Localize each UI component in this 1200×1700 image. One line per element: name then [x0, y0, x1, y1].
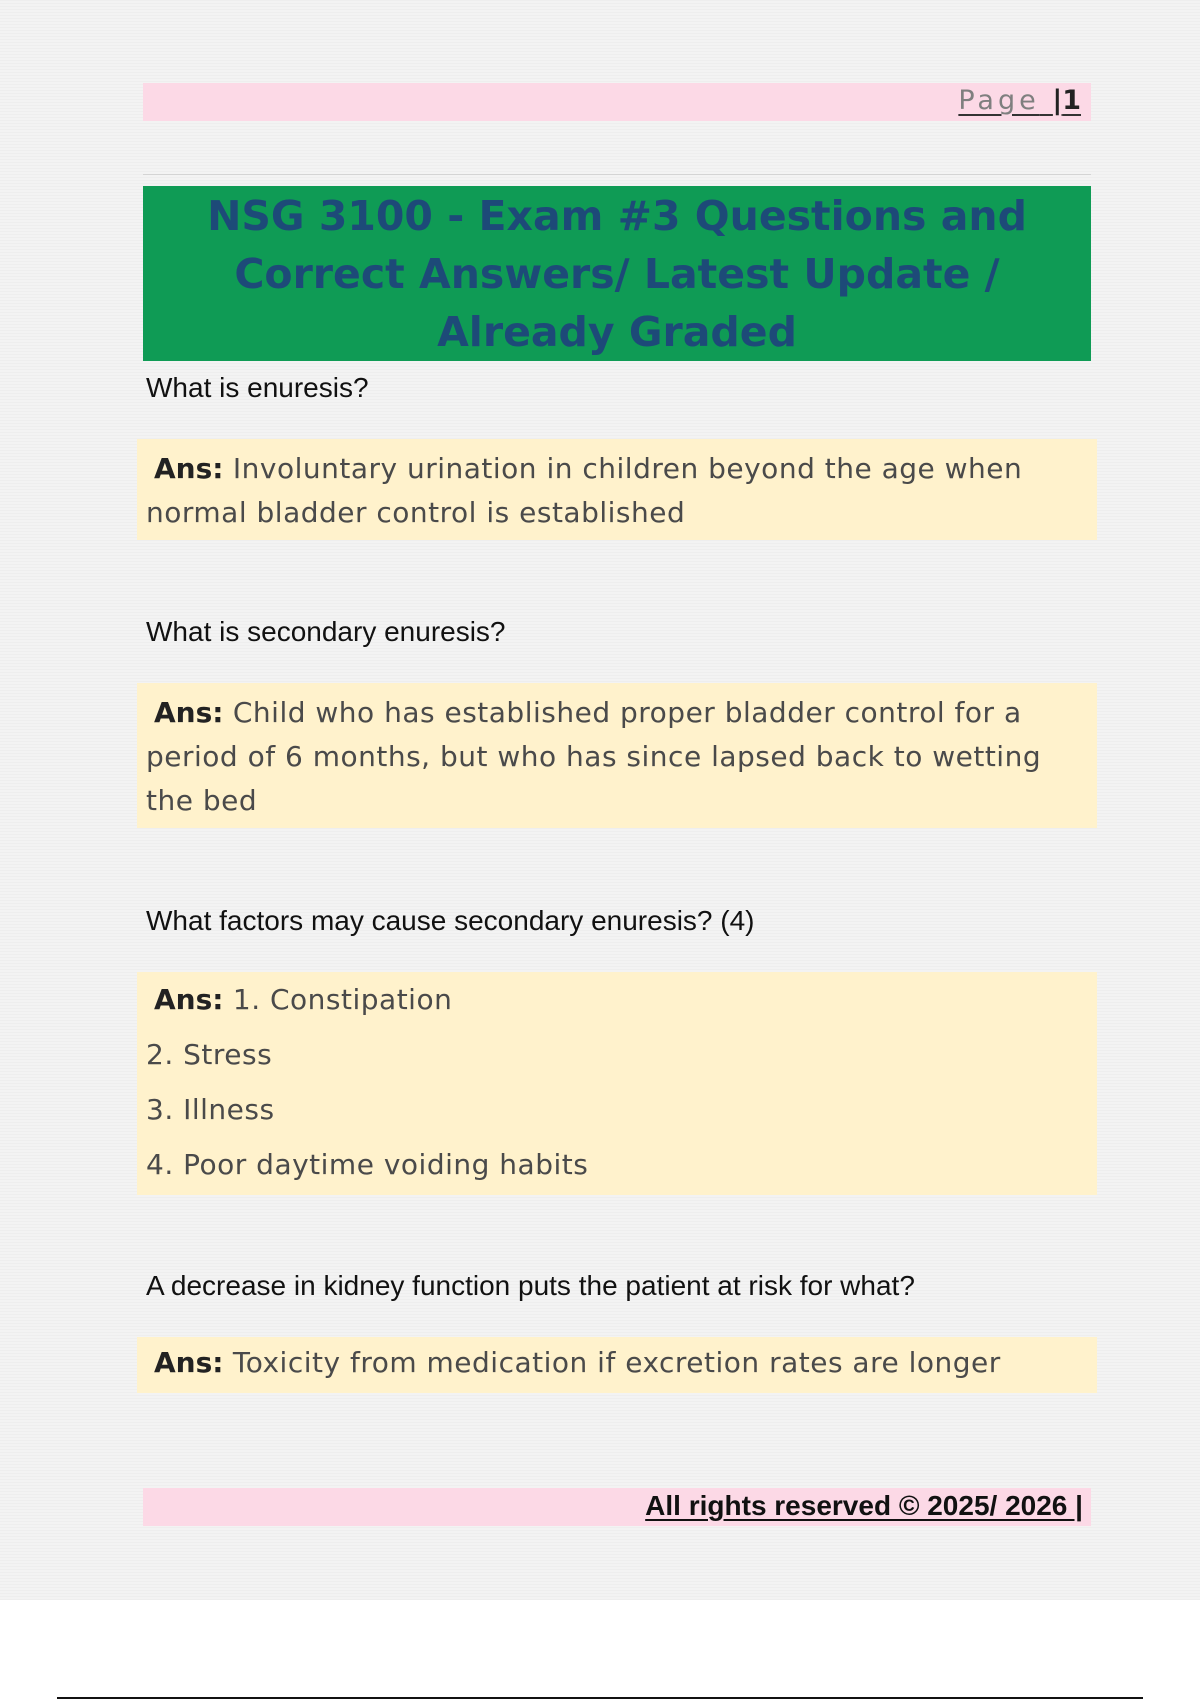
- answer-item-1: 1. Constipation: [232, 983, 453, 1016]
- question-3: What factors may cause secondary enuresis? (4): [146, 905, 755, 936]
- header-divider: [143, 174, 1091, 175]
- document-title: NSG 3100 - Exam #3 Questions and Correct Answers/ Latest Update / Already Graded: [207, 191, 1027, 356]
- answer-line-3: 3. Illness: [146, 1093, 275, 1126]
- answer-label: Ans:: [154, 983, 224, 1016]
- answer-box-3: [137, 972, 1097, 1195]
- answer-box-1: [137, 439, 1097, 540]
- bottom-rule: [57, 1697, 1143, 1699]
- answer-line-2: 2. Stress: [146, 1038, 273, 1071]
- answer-box-2: [137, 683, 1097, 828]
- question-4: A decrease in kidney function puts the patient at risk for what?: [146, 1270, 915, 1301]
- question-2: What is secondary enuresis?: [146, 616, 506, 647]
- page-number-value: 1: [1062, 85, 1081, 116]
- answer-text-1: Involuntary urination in children beyond the age when normal bladder control is established: [146, 452, 1023, 529]
- answer-label: Ans:: [154, 1346, 224, 1379]
- question-1: What is enuresis?: [146, 372, 369, 403]
- page-number-label: Page: [958, 85, 1040, 116]
- answer-label: Ans:: [154, 696, 224, 729]
- answer-line-1: [146, 972, 1089, 1027]
- page-header-band: [143, 83, 1091, 121]
- page-number: [958, 85, 1081, 117]
- answer-label: Ans:: [154, 452, 224, 485]
- copyright-notice: All rights reserved © 2025/ 2026 |: [645, 1490, 1083, 1521]
- page-footer-band: [143, 1488, 1091, 1526]
- answer-line-4: 4. Poor daytime voiding habits: [146, 1148, 589, 1181]
- answer-text-2: Child who has established proper bladder control for a period of 6 months, but who has since lapsed back to wetting the bed: [146, 696, 1042, 817]
- answer-box-4: [137, 1337, 1097, 1393]
- page-number-separator: |: [1052, 85, 1063, 116]
- title-banner: [143, 186, 1091, 361]
- answer-text-4: Toxicity from medication if excretion rates are longer: [232, 1346, 1001, 1379]
